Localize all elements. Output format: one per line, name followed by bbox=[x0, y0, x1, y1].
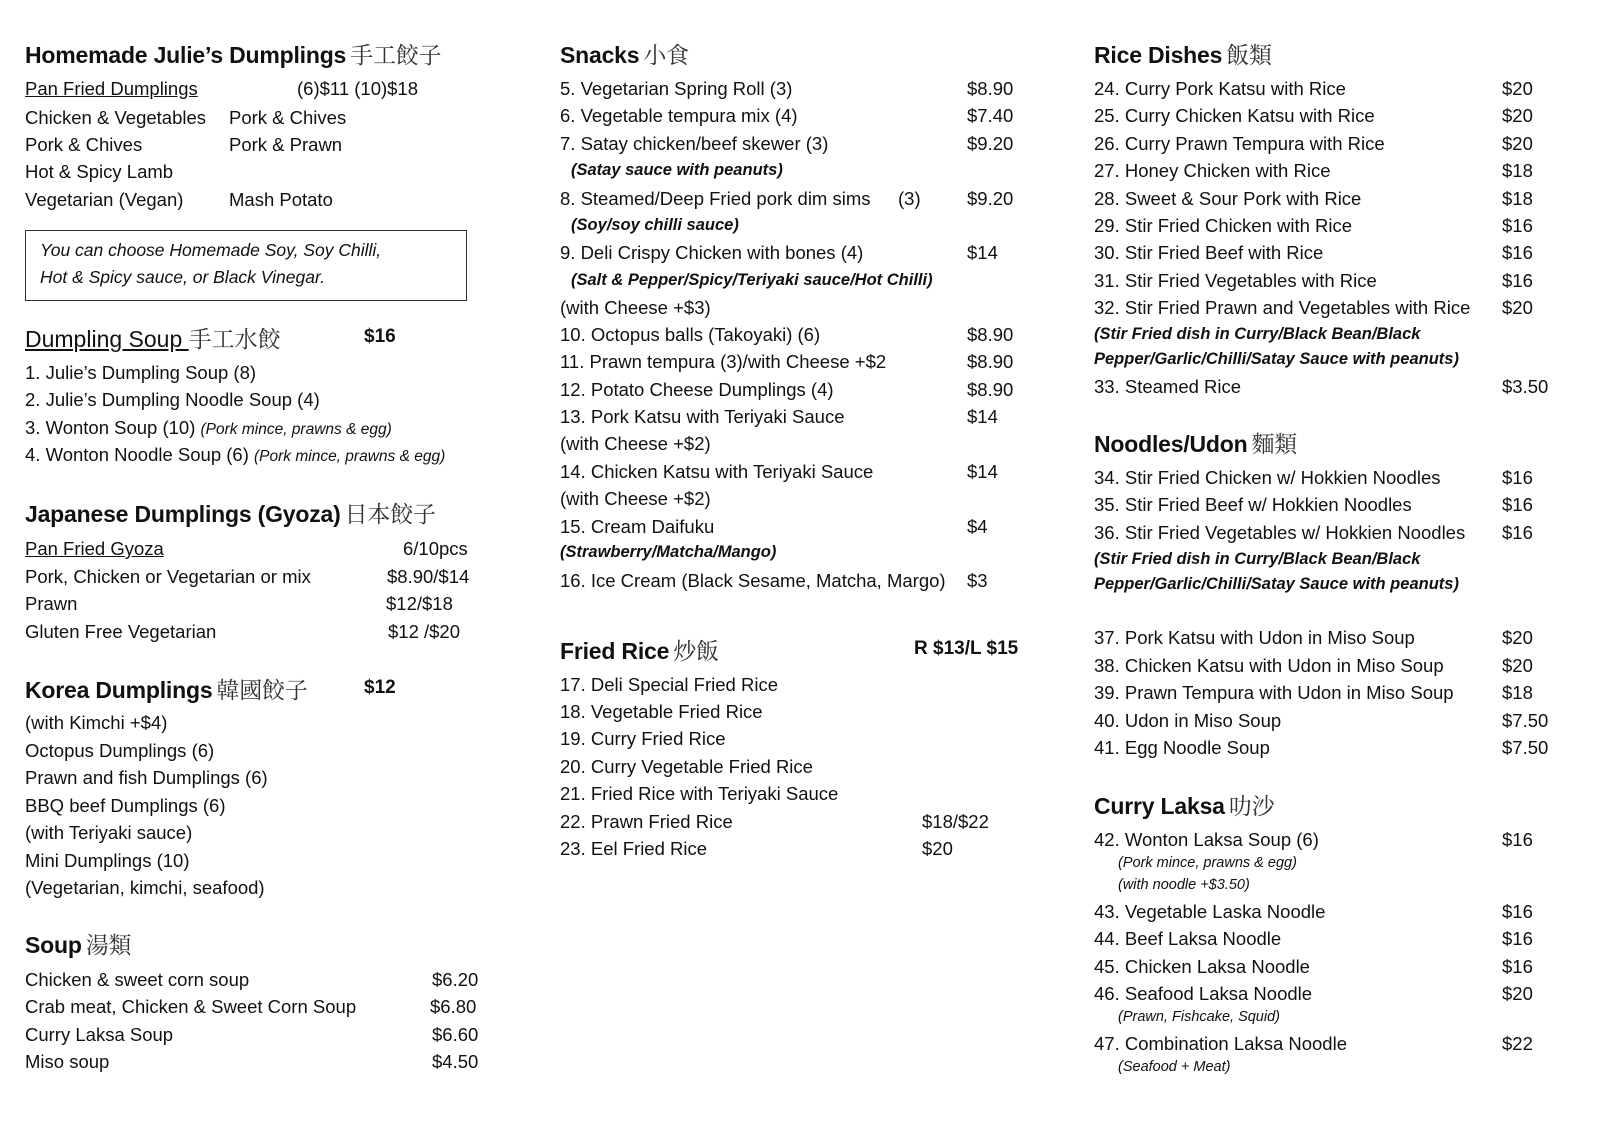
menu-line: (with Kimchi +$4) bbox=[25, 712, 168, 733]
menu-item-name: 43. Vegetable Laska Noodle bbox=[1094, 901, 1326, 922]
menu-item-name: 14. Chicken Katsu with Teriyaki Sauce bbox=[560, 461, 874, 482]
menu-item-name: 6. Vegetable tempura mix (4) bbox=[560, 105, 798, 126]
item-note: (with noodle +$3.50) bbox=[1118, 877, 1250, 893]
menu-item-price: $16 bbox=[1502, 901, 1533, 922]
menu-line: (Vegetarian, kimchi, seafood) bbox=[25, 877, 265, 898]
menu-item-name: Crab meat, Chicken & Sweet Corn Soup bbox=[25, 996, 357, 1017]
menu-item-price: $14 bbox=[967, 406, 998, 427]
section-title-text: Soup bbox=[25, 932, 82, 958]
filling-item: Pork & Prawn bbox=[229, 134, 343, 155]
menu-item-price: $9.20 bbox=[967, 188, 1014, 209]
section-title-curry-laksa bbox=[1094, 788, 1274, 821]
menu-item-name: 17. Deli Special Fried Rice bbox=[560, 674, 778, 695]
menu-item-price: $16 bbox=[1502, 956, 1533, 977]
section-title-text: Fried Rice bbox=[560, 638, 670, 664]
item-note: (Seafood + Meat) bbox=[1118, 1059, 1231, 1075]
menu-item-name: 36. Stir Fried Vegetables w/ Hokkien Noodles bbox=[1094, 522, 1466, 543]
section-title-fried-rice bbox=[560, 633, 719, 666]
pan-fried-dumplings-price: (6)$11 (10)$18 bbox=[297, 78, 419, 99]
menu-line: (with Teriyaki sauce) bbox=[25, 822, 193, 843]
menu-item-price: $18 bbox=[1502, 188, 1533, 209]
filling-item: Mash Potato bbox=[229, 189, 333, 210]
menu-item-price: $3 bbox=[967, 570, 988, 591]
menu-item-price: $8.90 bbox=[967, 351, 1014, 372]
item-note: (Pork mince, prawns & egg) bbox=[200, 421, 392, 438]
menu-item-name: 8. Steamed/Deep Fried pork dim sims bbox=[560, 188, 871, 209]
korea-dumplings-price: $12 bbox=[364, 677, 396, 698]
menu-item-name: 44. Beef Laksa Noodle bbox=[1094, 928, 1282, 949]
menu-item-name: 16. Ice Cream (Black Sesame, Matcha, Margo) bbox=[560, 570, 946, 591]
item-note: (Strawberry/Matcha/Mango) bbox=[560, 543, 777, 561]
menu-line: Mini Dumplings (10) bbox=[25, 850, 190, 871]
menu-item-price: $6.20 bbox=[432, 969, 479, 990]
section-title-cn: 小食 bbox=[643, 43, 689, 69]
menu-item-price: $18 bbox=[1502, 682, 1533, 703]
item-note: (Salt & Pepper/Spicy/Teriyaki sauce/Hot Chilli) bbox=[571, 271, 933, 289]
section-title-cn: 飯類 bbox=[1226, 43, 1272, 69]
menu-item-name: 37. Pork Katsu with Udon in Miso Soup bbox=[1094, 627, 1415, 648]
section-title-text: Snacks bbox=[560, 42, 640, 68]
menu-item-price: $16 bbox=[1502, 829, 1533, 850]
menu-line: BBQ beef Dumplings (6) bbox=[25, 795, 226, 816]
gyoza-size-label: 6/10pcs bbox=[403, 538, 468, 559]
dumpling-soup-price: $16 bbox=[364, 326, 396, 347]
menu-item-name: 9. Deli Crispy Chicken with bones (4) bbox=[560, 242, 864, 263]
menu-item-price: $16 bbox=[1502, 242, 1533, 263]
pan-fried-dumplings-subhead: Pan Fried Dumplings bbox=[25, 78, 198, 99]
section-title-cn: 手工餃子 bbox=[350, 43, 442, 69]
menu-item-name: 31. Stir Fried Vegetables with Rice bbox=[1094, 270, 1377, 291]
item-addon: (with Cheese +$2) bbox=[560, 488, 711, 509]
section-title-homemade-dumplings bbox=[25, 37, 441, 70]
menu-item-price: $7.50 bbox=[1502, 710, 1549, 731]
menu-item-price: $20 bbox=[1502, 297, 1533, 318]
section-title-snacks bbox=[560, 37, 689, 70]
menu-item-name: 39. Prawn Tempura with Udon in Miso Soup bbox=[1094, 682, 1454, 703]
filling-item: Hot & Spicy Lamb bbox=[25, 161, 174, 182]
menu-item-price: $8.90 bbox=[967, 379, 1014, 400]
section-title-gyoza bbox=[25, 496, 436, 529]
pan-fried-gyoza-subhead: Pan Fried Gyoza bbox=[25, 538, 164, 559]
menu-item-price: $4.50 bbox=[432, 1051, 479, 1072]
menu-item-price: $4 bbox=[967, 516, 988, 537]
menu-item-price: $20 bbox=[922, 838, 953, 859]
menu-item-price: $16 bbox=[1502, 270, 1533, 291]
menu-item-price: $16 bbox=[1502, 928, 1533, 949]
section-title-cn: 湯類 bbox=[85, 933, 132, 959]
menu-item-price: $16 bbox=[1502, 522, 1533, 543]
sauce-note: Pepper/Garlic/Chilli/Satay Sauce with peanuts) bbox=[1094, 575, 1459, 593]
filling-item: Pork & Chives bbox=[229, 107, 347, 128]
section-title-cn: 麵類 bbox=[1251, 432, 1298, 458]
menu-item-price: $18/$22 bbox=[922, 811, 989, 832]
menu-item-name: 5. Vegetarian Spring Roll (3) bbox=[560, 78, 793, 99]
section-title-text: Homemade Julie’s Dumplings bbox=[25, 42, 347, 68]
menu-item-price: $20 bbox=[1502, 627, 1533, 648]
section-title-text: Noodles/Udon bbox=[1094, 431, 1248, 457]
menu-item-name: 47. Combination Laksa Noodle bbox=[1094, 1033, 1347, 1054]
menu-item-name: Chicken & sweet corn soup bbox=[25, 969, 250, 990]
menu-item: 1. Julie’s Dumpling Soup (8) bbox=[25, 362, 257, 383]
section-title-soup bbox=[25, 927, 131, 960]
item-note: (Satay sauce with peanuts) bbox=[571, 161, 783, 179]
menu-item-name: 12. Potato Cheese Dumplings (4) bbox=[560, 379, 834, 400]
filling-item: Chicken & Vegetables bbox=[25, 107, 207, 128]
sauce-note: Pepper/Garlic/Chilli/Satay Sauce with peanuts) bbox=[1094, 350, 1459, 368]
menu-item-name: 33. Steamed Rice bbox=[1094, 376, 1242, 397]
menu-item-price: $9.20 bbox=[967, 133, 1014, 154]
section-title-korea-dumplings bbox=[25, 672, 308, 705]
menu-item-name: 22. Prawn Fried Rice bbox=[560, 811, 733, 832]
menu-item-name: 38. Chicken Katsu with Udon in Miso Soup bbox=[1094, 655, 1444, 676]
section-title-cn: 手工水餃 bbox=[188, 327, 281, 353]
menu-item-name: 32. Stir Fried Prawn and Vegetables with Rice bbox=[1094, 297, 1471, 318]
fried-rice-price: R $13/L $15 bbox=[914, 638, 1019, 659]
sauce-note: (Stir Fried dish in Curry/Black Bean/Black bbox=[1094, 325, 1421, 343]
menu-item-name: Miso soup bbox=[25, 1051, 110, 1072]
sauce-note-line: You can choose Homemade Soy, Soy Chilli, bbox=[40, 240, 382, 260]
menu-item-price: $7.40 bbox=[967, 105, 1014, 126]
menu-item-name: Pork, Chicken or Vegetarian or mix bbox=[25, 566, 311, 587]
item-addon: (with Cheese +$2) bbox=[560, 433, 711, 454]
menu-item-price: $6.80 bbox=[430, 996, 477, 1017]
section-title-dumpling-soup bbox=[25, 321, 281, 354]
menu-item-price: $20 bbox=[1502, 105, 1533, 126]
menu-item-name: 45. Chicken Laksa Noodle bbox=[1094, 956, 1310, 977]
menu-item-price: $16 bbox=[1502, 494, 1533, 515]
section-title-text: Korea Dumplings bbox=[25, 677, 213, 703]
menu-item-name: 41. Egg Noodle Soup bbox=[1094, 737, 1270, 758]
section-title-cn: 日本餃子 bbox=[344, 502, 436, 528]
item-note: (Pork mince, prawns & egg) bbox=[1118, 855, 1297, 871]
menu-item: 4. Wonton Noodle Soup (6) (Pork mince, prawns & egg) bbox=[25, 444, 446, 465]
menu-item-price: $16 bbox=[1502, 215, 1533, 236]
menu-item-name: Gluten Free Vegetarian bbox=[25, 621, 217, 642]
filling-item: Vegetarian (Vegan) bbox=[25, 189, 184, 210]
menu-item-price: $22 bbox=[1502, 1033, 1533, 1054]
menu-item-name: 34. Stir Fried Chicken w/ Hokkien Noodles bbox=[1094, 467, 1441, 488]
item-note: (Prawn, Fishcake, Squid) bbox=[1118, 1009, 1280, 1025]
menu-item-price: $12/$18 bbox=[386, 593, 453, 614]
menu-item-name: 7. Satay chicken/beef skewer (3) bbox=[560, 133, 829, 154]
menu-item-name: 46. Seafood Laksa Noodle bbox=[1094, 983, 1313, 1004]
menu-item-name: 23. Eel Fried Rice bbox=[560, 838, 708, 859]
menu-item-price: $6.60 bbox=[432, 1024, 479, 1045]
menu-item-name: 19. Curry Fried Rice bbox=[560, 728, 726, 749]
menu-item-price: $14 bbox=[967, 461, 998, 482]
item-note: (Soy/soy chilli sauce) bbox=[571, 216, 739, 234]
menu-item-name: 18. Vegetable Fried Rice bbox=[560, 701, 763, 722]
menu-line: Prawn and fish Dumplings (6) bbox=[25, 767, 268, 788]
menu-item-price: $7.50 bbox=[1502, 737, 1549, 758]
menu-item-name: 25. Curry Chicken Katsu with Rice bbox=[1094, 105, 1375, 126]
menu-item-price: $14 bbox=[967, 242, 998, 263]
menu-item-price: $18 bbox=[1502, 160, 1533, 181]
section-title-cn: 韓國餃子 bbox=[216, 678, 308, 704]
menu-item-name: 21. Fried Rice with Teriyaki Sauce bbox=[560, 783, 839, 804]
menu-item-name: 10. Octopus balls (Takoyaki) (6) bbox=[560, 324, 821, 345]
item-note: (Pork mince, prawns & egg) bbox=[254, 448, 446, 465]
menu-item-price: $3.50 bbox=[1502, 376, 1549, 397]
menu-item-price: $12 /$20 bbox=[388, 621, 461, 642]
menu-item-name: 35. Stir Fried Beef w/ Hokkien Noodles bbox=[1094, 494, 1412, 515]
menu-item: 3. Wonton Soup (10) (Pork mince, prawns & egg) bbox=[25, 417, 392, 438]
menu-item-price: $8.90/$14 bbox=[387, 566, 470, 587]
section-title-text: Rice Dishes bbox=[1094, 42, 1223, 68]
section-title-text: Japanese Dumplings (Gyoza) bbox=[25, 501, 341, 527]
menu-item-name: Prawn bbox=[25, 593, 78, 614]
menu-item-name: 29. Stir Fried Chicken with Rice bbox=[1094, 215, 1353, 236]
sauce-note: (Stir Fried dish in Curry/Black Bean/Black bbox=[1094, 550, 1421, 568]
menu-item-name: 15. Cream Daifuku bbox=[560, 516, 715, 537]
menu-item-name: 40. Udon in Miso Soup bbox=[1094, 710, 1282, 731]
menu-item-qty: (3) bbox=[898, 188, 921, 209]
menu-item-price: $8.90 bbox=[967, 324, 1014, 345]
menu-item-price: $20 bbox=[1502, 133, 1533, 154]
item-addon: (with Cheese +$3) bbox=[560, 297, 711, 318]
section-title-cn: 叻沙 bbox=[1228, 794, 1275, 820]
section-title-rice-dishes bbox=[1094, 37, 1272, 70]
menu-item-name: 30. Stir Fried Beef with Rice bbox=[1094, 242, 1324, 263]
menu-item-name: 24. Curry Pork Katsu with Rice bbox=[1094, 78, 1346, 99]
menu-item-price: $20 bbox=[1502, 655, 1533, 676]
menu-item-name: 27. Honey Chicken with Rice bbox=[1094, 160, 1331, 181]
menu-item-name: Curry Laksa Soup bbox=[25, 1024, 174, 1045]
menu-item-price: $20 bbox=[1502, 78, 1533, 99]
section-title-text: Dumpling Soup bbox=[25, 326, 189, 352]
menu-item: 2. Julie’s Dumpling Noodle Soup (4) bbox=[25, 389, 320, 410]
menu-line: Octopus Dumplings (6) bbox=[25, 740, 215, 761]
menu-item-name: 26. Curry Prawn Tempura with Rice bbox=[1094, 133, 1385, 154]
menu-item-name: 13. Pork Katsu with Teriyaki Sauce bbox=[560, 406, 845, 427]
menu-item-price: $20 bbox=[1502, 983, 1533, 1004]
menu-item-name: 11. Prawn tempura (3)/with Cheese +$2 bbox=[560, 351, 887, 372]
menu-item-name: 28. Sweet & Sour Pork with Rice bbox=[1094, 188, 1362, 209]
menu-item-price: $16 bbox=[1502, 467, 1533, 488]
section-title-noodles bbox=[1094, 426, 1297, 459]
filling-item: Pork & Chives bbox=[25, 134, 143, 155]
sauce-note-line: Hot & Spicy sauce, or Black Vinegar. bbox=[40, 267, 325, 287]
menu-item-price: $8.90 bbox=[967, 78, 1014, 99]
menu-item-name: 42. Wonton Laksa Soup (6) bbox=[1094, 829, 1319, 850]
section-title-cn: 炒飯 bbox=[673, 639, 719, 665]
menu-item-name: 20. Curry Vegetable Fried Rice bbox=[560, 756, 813, 777]
section-title-text: Curry Laksa bbox=[1094, 793, 1225, 819]
